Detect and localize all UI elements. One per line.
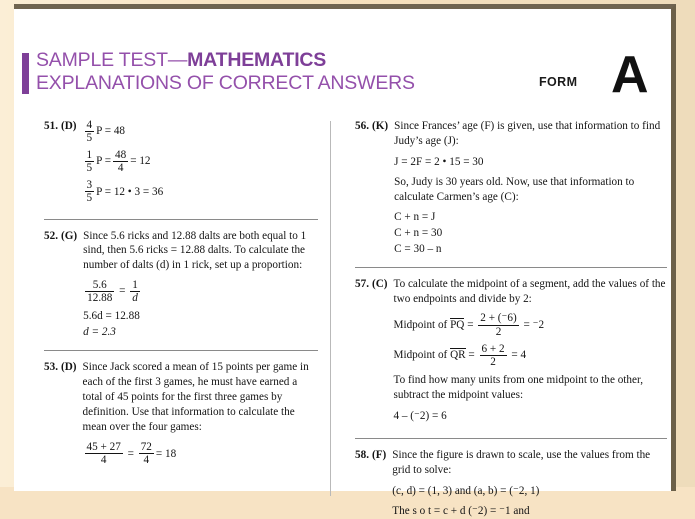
equation-3: C + n = 30 [394, 227, 443, 240]
segment-notation: PQ [450, 319, 465, 332]
page-title [36, 49, 415, 94]
fraction-denominator: 5 [86, 131, 93, 144]
equation-2: d = 2.3 [83, 326, 116, 339]
equals-sign: = [464, 319, 477, 332]
fraction-numerator: 1 [132, 278, 138, 291]
midpoint-equation-2 [394, 343, 667, 368]
item-number: 52. [44, 229, 58, 242]
item-content [83, 119, 318, 210]
fraction-denominator: 4 [117, 161, 124, 174]
page-header [14, 39, 671, 104]
explanation-text: Since Jack scored a mean of 15 points per game in each of the first 3 games, he must have earned a total of 45 points for the first three games by definition. Use that information to calculate the mean over the four games: [82, 361, 309, 433]
item-separator [44, 350, 318, 351]
explanation-text-1: To calculate the midpoint of a segment, add the values of the two endpoints and divide by 2: [393, 278, 666, 306]
item-answer-key: (D) [60, 120, 77, 132]
form-label: FORM [539, 75, 578, 89]
item-answer-key: (K) [371, 120, 389, 132]
item-content [83, 229, 318, 342]
item-content [392, 448, 667, 515]
math-line-2 [83, 149, 318, 174]
fraction-2 [139, 441, 154, 466]
fraction [478, 312, 518, 337]
fraction-numerator: 5.6 [85, 279, 114, 292]
item-number: 58. [355, 448, 369, 461]
fraction-denominator: 5 [86, 191, 93, 204]
equation-1: J = 2F = 2 • 15 = 30 [394, 155, 484, 168]
explanation-text-1: Since Frances’ age (F) is given, use that information to find Judy’s age (J): [394, 120, 661, 147]
equals-sign-2: = [508, 349, 521, 362]
purple-accent-bar [22, 53, 29, 94]
equation-tail: P = 12 • 3 = 36 [96, 185, 164, 198]
fraction-2 [130, 279, 140, 304]
equation-1: 4 – (⁻2) = 6 [393, 410, 447, 423]
title-subject-strong: MATHEMATICS [187, 49, 327, 71]
equation-1: 5.6d = 12.88 [83, 310, 140, 323]
explanation-item-58 [355, 448, 667, 515]
item-separator [355, 438, 667, 439]
item-answer-key: (C) [371, 278, 388, 291]
fraction-denominator: 2 [495, 325, 502, 338]
explanation-text-2: So, Judy is 30 years old. Now, use that information to calculate Carmen’s age (C): [394, 175, 635, 203]
clipped-bottom-line: The s o t = c + d (⁻2) = ⁻1 and [392, 504, 530, 517]
equation-tail: P = 48 [96, 125, 126, 138]
item-number: 57. [355, 278, 369, 291]
fraction [85, 279, 114, 304]
fraction [480, 343, 507, 368]
explanation-text-1: Since the figure is drawn to scale, use the values from the grid to solve: [392, 448, 651, 476]
equals-sign: = [124, 447, 137, 460]
fraction [85, 119, 95, 144]
equals-sign: = [465, 349, 478, 362]
title-line-2: EXPLANATIONS OF CORRECT ANSWERS [36, 71, 415, 94]
fraction-numerator: 4 [86, 118, 93, 131]
explanation-text: Since 5.6 ricks and 12.88 dalts are both equal to 1 sind, then 5.6 ricks = 12.88 dalts. To calculate the number of dalts (d) in 1 rick, set up a proportion: [83, 229, 307, 272]
item-separator [355, 267, 667, 268]
fraction-denominator: 4 [143, 454, 150, 467]
equation-1: (c, d) = (1, 3) and (a, b) = (⁻2, 1) [392, 484, 540, 497]
fraction-numerator: 3 [86, 178, 93, 191]
answer-explanations-body [14, 118, 671, 517]
item-number: 51. [44, 120, 58, 132]
item-answer-key: (G) [60, 229, 78, 242]
form-letter: A [611, 46, 649, 104]
math-line-1 [83, 119, 318, 144]
explanation-item-56 [355, 119, 667, 258]
explanation-item-57 [355, 277, 667, 429]
proportion-equation [83, 279, 318, 304]
math-line-3 [83, 179, 318, 204]
fraction-2 [113, 149, 128, 174]
item-answer-key: (F) [371, 448, 387, 461]
title-line-1 [36, 49, 415, 72]
fraction-numerator: 72 [140, 441, 152, 454]
fraction-denominator: 12.88 [87, 291, 113, 304]
equation-2: C + n = J [394, 211, 436, 224]
equals-sign: = [116, 285, 129, 298]
equation-4: C = 30 – n [394, 243, 442, 256]
midpoint-label: Midpoint of [393, 319, 451, 332]
fraction-denominator: 5 [86, 161, 93, 174]
form-indicator [539, 46, 669, 104]
midpoint-equation-1 [394, 313, 667, 338]
fraction-denominator: 4 [100, 454, 107, 467]
midpoint-label: Midpoint of [393, 349, 451, 362]
item-number: 53. [44, 361, 58, 374]
fraction-numerator: 6 + 2 [481, 342, 505, 355]
fraction [85, 179, 95, 204]
fraction-denominator: d [132, 291, 138, 304]
fraction [85, 441, 123, 466]
fraction-numerator: 2 + (⁻6) [480, 312, 517, 325]
equals-sign-2: = [520, 319, 533, 332]
fraction-numerator: 48 [115, 148, 127, 161]
mean-calculation [83, 442, 318, 467]
item-content [394, 119, 667, 258]
equation-tail: P = [96, 155, 112, 168]
explanation-item-53 [44, 360, 318, 472]
column-divider [330, 121, 331, 496]
fraction-denominator: 2 [490, 355, 496, 368]
item-separator [44, 219, 318, 220]
explanation-text-2: To find how many units from one midpoint to the other, subtract the midpoint values: [393, 374, 644, 402]
item-number: 56. [355, 120, 369, 132]
item-answer-key: (D) [60, 361, 77, 374]
fraction-numerator: 1 [86, 148, 93, 161]
explanation-item-51 [44, 119, 318, 210]
title-subject-prefix: SAMPLE TEST— [36, 49, 188, 71]
item-content [394, 277, 667, 429]
segment-notation: QR [450, 349, 466, 362]
explanation-item-52 [44, 229, 318, 342]
fraction [85, 149, 95, 174]
item-content [83, 360, 318, 472]
midpoint-result: 4 [520, 349, 527, 362]
fraction-numerator: 45 + 27 [86, 441, 121, 454]
mean-result: = 18 [155, 447, 177, 460]
left-column [44, 119, 318, 474]
equation-tail-2: = 12 [130, 155, 151, 168]
midpoint-result: ⁻2 [532, 319, 545, 332]
right-column [355, 119, 667, 517]
document-page [14, 4, 676, 517]
